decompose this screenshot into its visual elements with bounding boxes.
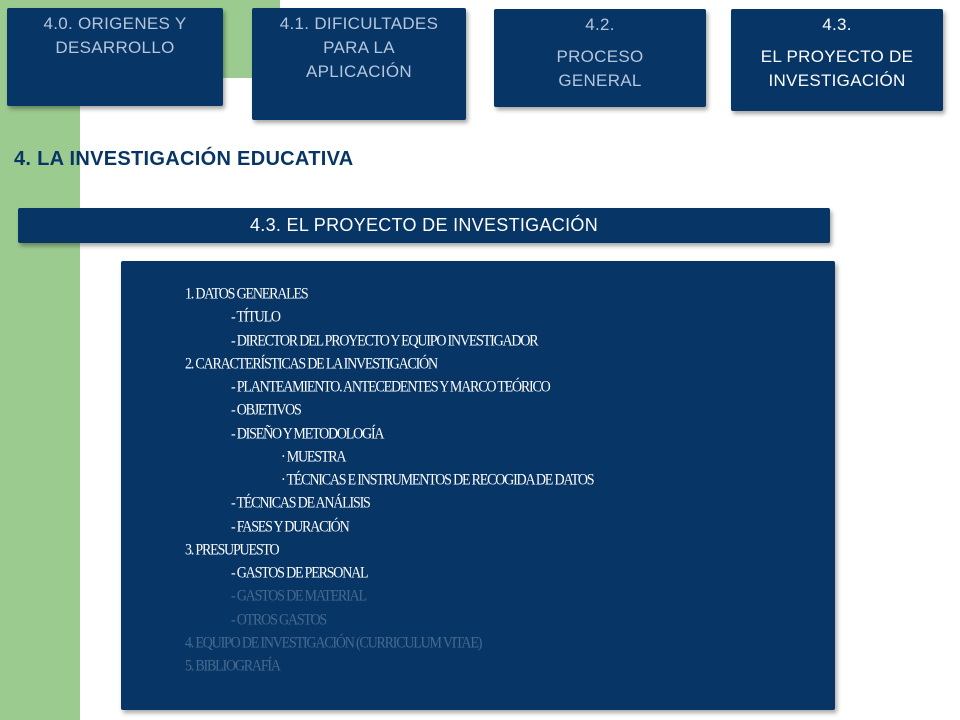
- outline-item: 4. EQUIPO DE INVESTIGACIÓN (CURRICULUM VITAE): [185, 634, 482, 652]
- tab-label-line: DESARROLLO: [55, 38, 175, 57]
- outline-item: - PLANTEAMIENTO. ANTECEDENTES Y MARCO TEÓRICO: [231, 379, 550, 397]
- project-outline-panel: [121, 261, 835, 710]
- tab-proceso-general[interactable]: [494, 9, 706, 107]
- tab-label-line: GENERAL: [558, 71, 642, 90]
- outline-item: - OTROS GASTOS: [231, 611, 326, 629]
- tab-label-line: INVESTIGACIÓN: [768, 71, 906, 90]
- outline-item: - TÉCNICAS DE ANÁLISIS: [231, 495, 370, 513]
- outline-item: - DIRECTOR DEL PROYECTO Y EQUIPO INVESTIGADOR: [231, 332, 538, 350]
- outline-item: - TÍTULO: [231, 309, 280, 327]
- tab-label-line: 4.3.: [822, 15, 852, 34]
- section-title-bar: 4.3. EL PROYECTO DE INVESTIGACIÓN: [18, 208, 830, 243]
- left-accent-bar: [0, 0, 80, 720]
- outline-item: - GASTOS DE PERSONAL: [231, 565, 368, 583]
- outline-item: - FASES Y DURACIÓN: [231, 518, 349, 536]
- outline-item: - OBJETIVOS: [231, 402, 301, 420]
- outline-item: · TÉCNICAS E INSTRUMENTOS DE RECOGIDA DE DATOS: [281, 472, 594, 490]
- outline-item: · MUESTRA: [281, 448, 346, 466]
- tab-label-line: PARA LA: [323, 38, 395, 57]
- outline-item: 1. DATOS GENERALES: [185, 286, 308, 304]
- tab-label-line: APLICACIÓN: [306, 62, 412, 81]
- tab-label-line: 4.0. ORIGENES Y: [43, 14, 187, 33]
- page-title: 4. LA INVESTIGACIÓN EDUCATIVA: [14, 148, 354, 170]
- tab-label-line: 4.1. DIFICULTADES: [279, 14, 439, 33]
- tab-label-line: EL PROYECTO DE: [760, 47, 914, 66]
- tab-origenes-desarrollo[interactable]: [7, 8, 223, 106]
- outline-item: - GASTOS DE MATERIAL: [231, 588, 366, 606]
- outline-item: 2. CARACTERÍSTICAS DE LA INVESTIGACIÓN: [185, 355, 437, 373]
- tab-label-line: 4.2.: [585, 15, 615, 34]
- outline-item: 5. BIBLIOGRAFÍA: [185, 658, 280, 676]
- tab-label-line: PROCESO: [556, 47, 644, 66]
- outline-item: - DISEÑO Y METODOLOGÍA: [231, 425, 384, 443]
- tab-proyecto-investigacion[interactable]: [731, 9, 943, 111]
- tab-dificultades-aplicacion[interactable]: [252, 8, 466, 120]
- outline-item: 3. PRESUPUESTO: [185, 541, 279, 559]
